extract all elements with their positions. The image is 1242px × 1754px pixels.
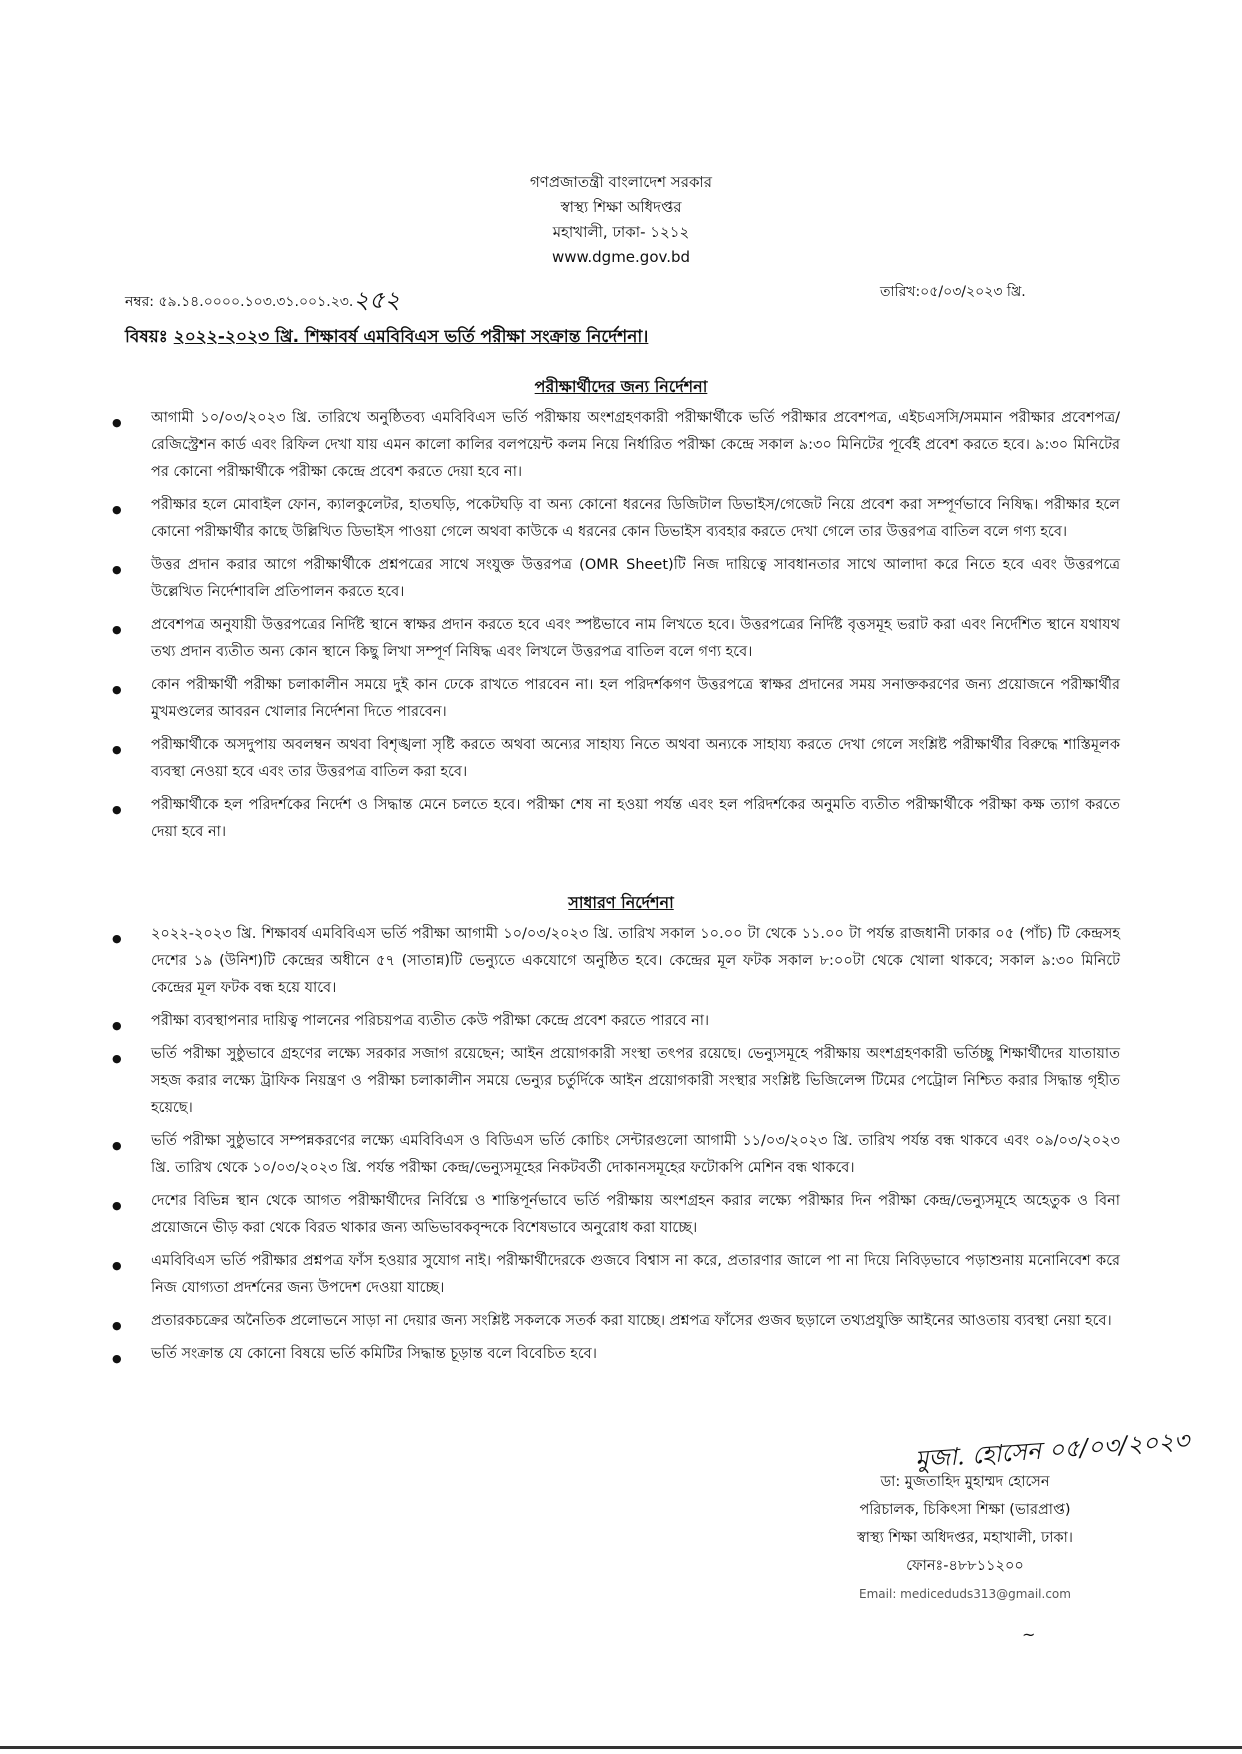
signatory-name: ডা: মুজতাহিদ মুহাম্মদ হোসেন bbox=[880, 1474, 1050, 1490]
handwritten-signature: মুজা. হোসেন ০৫/০৩/২০২৩ bbox=[914, 1426, 1191, 1474]
list-item: ● পরীক্ষা ব্যবস্থাপনার দায়িত্ব পালনের পরিচয়পত্র ব্যতীত কেউ পরীক্ষা কেন্দ্রে প্রবেশ করতে পারবে না। bbox=[110, 1008, 1120, 1035]
list-item: ● প্রতারকচক্রের অনৈতিক প্রলোভনে সাড়া না দেয়ার জন্য সংশ্লিষ্ট সকলকে সতর্ক করা যাচ্ছে। প্রশ্নপত্র ফাঁসের গুজব ছড়ালে তথ্যপ্রযুক্তি আইনের আওতায় ব্যবস্থা নেয়া হবে। bbox=[110, 1308, 1120, 1335]
list-item: ● দেশের বিভিন্ন স্থান থেকে আগত পরীক্ষার্থীদের নির্বিঘ্নে ও শান্তিপূর্নভাবে ভর্তি পরীক্ষায় অংশগ্রহন করার লক্ষ্যে পরীক্ষার দিন পরীক্ষা কেন্দ্র/ভেন্যুসমূহে অহেতুক ও বিনা প্রয়োজনে ভীড় করা থেকে বিরত থাকার জন্য অভিভাবকবৃন্দকে বিশেষভাবে অনুরোধ করা যাচ্ছে। bbox=[110, 1188, 1120, 1242]
candidate-instructions-list bbox=[110, 405, 1120, 852]
subject-text: ২০২২-২০২৩ খ্রি. শিক্ষাবর্ষ এমবিবিএস ভর্তি পরীক্ষা সংক্রান্ত নির্দেশনা। bbox=[173, 327, 649, 347]
list-item: ● ২০২২-২০২৩ খ্রি. শিক্ষাবর্ষ এমবিবিএস ভর্তি পরীক্ষা আগামী ১০/০৩/২০২৩ খ্রি. তারিখ সকাল ১০.০০ টা থেকে ১১.০০ টা পর্যন্ত রাজধানী ঢাকার ০৫ (পাঁচ) টি কেন্দ্রসহ দেশের ১৯ (উনিশ)টি কেন্দ্রের অধীনে ৫৭ (সাতান্ন)টি ভেন্যুতে একযোগে অনুষ্ঠিত হবে। কেন্দ্রের মূল ফটক সকাল ৮:০০টা থেকে খোলা থাকবে; সকাল ৯:৩০ মিনিটে কেন্দ্রের মূল ফটক বন্ধ হয়ে যাবে। bbox=[110, 921, 1120, 1002]
address: মহাখালী, ঢাকা- ১২১২ bbox=[552, 223, 690, 241]
government-name: গণপ্রজাতন্ত্রী বাংলাদেশ সরকার bbox=[529, 173, 713, 191]
section-title-candidates: পরীক্ষার্থীদের জন্য নির্দেশনা bbox=[534, 377, 708, 396]
signature-block bbox=[800, 1468, 1130, 1608]
memo-date: তারিখ:০৫/০৩/২০২৩ খ্রি. bbox=[880, 284, 1026, 300]
list-item: ● পরীক্ষার হলে মোবাইল ফোন, ক্যালকুলেটর, হাতঘড়ি, পকেটঘড়ি বা অন্য কোনো ধরনের ডিজিটাল ডিভাইস/গেজেট নিয়ে প্রবেশ করা সম্পূর্ণভাবে নিষিদ্ধ। পরীক্ষার হলে কোনো পরীক্ষার্থীর কাছে উল্লিখিত ডিভাইস পাওয়া গেলে অথবা কাউকে এ ধরনের কোন ডিভাইস ব্যবহার করতে দেখা গেলে তার উত্তরপত্র বাতিল বলে গণ্য হবে। bbox=[110, 492, 1120, 546]
signatory-email: Email: mediceduds313@gmail.com bbox=[859, 1587, 1071, 1601]
website: www.dgme.gov.bd bbox=[551, 248, 691, 266]
page-bottom-border bbox=[0, 1746, 1242, 1749]
signatory-phone: ফোনঃ-৪৮৮১১২০০ bbox=[906, 1558, 1024, 1574]
memo-number-label: নম্বর: ৫৯.১৪.০০০০.১০৩.৩১.০০১.২৩. bbox=[125, 294, 354, 310]
list-item: ● প্রবেশপত্র অনুযায়ী উত্তরপত্রের নির্দিষ্ট স্থানে স্বাক্ষর প্রদান করতে হবে এবং স্পষ্টভাবে নাম লিখতে হবে। উত্তরপত্রের নির্দিষ্ট বৃত্তসমূহ ভরাট করা এবং নির্দেশিত স্থানে যথাযথ তথ্য প্রদান ব্যতীত অন্য কোন স্থানে কিছু লিখা সম্পূর্ণ নিষিদ্ধ এবং লিখলে উত্তরপত্র বাতিল বলে গণ্য হবে। bbox=[110, 612, 1120, 666]
list-item: ● ভর্তি পরীক্ষা সুষ্ঠুভাবে গ্রহণের লক্ষ্যে সরকার সজাগ রয়েছেন; আইন প্রয়োগকারী সংস্থা তৎপর রয়েছে। ভেন্যুসমূহে পরীক্ষায় অংশগ্রহণকারী ভর্তিচ্ছু শিক্ষার্থীদের যাতায়াত সহজ করার লক্ষ্যে ট্রাফিক নিয়ন্ত্রণ ও পরীক্ষা চলাকালীন সময়ে ভেন্যুর চর্তুর্দিকে আইন প্রয়োগকারী সংস্থার সংশ্লিষ্ট ভিজিলেন্স টিমের পেট্রোল নিশ্চিত করার সিদ্ধান্ত গৃহীত হয়েছে। bbox=[110, 1041, 1120, 1122]
list-item: ● কোন পরীক্ষার্থী পরীক্ষা চলাকালীন সময়ে দুই কান ঢেকে রাখতে পারবেন না। হল পরিদর্শকগণ উত্তরপত্রে স্বাক্ষর প্রদানের সময় সনাক্তকরণের জন্য প্রয়োজনে পরীক্ষার্থীর মুখমণ্ডলের আবরন খোলার নির্দেশনা দিতে পারবেন। bbox=[110, 672, 1120, 726]
subject-label: বিষয়ঃ bbox=[125, 327, 174, 347]
memo-number-handwritten: ২৫২ bbox=[353, 286, 401, 314]
list-item: ● পরীক্ষার্থীকে হল পরিদর্শকের নির্দেশ ও সিদ্ধান্ত মেনে চলতে হবে। পরীক্ষা শেষ না হওয়া পর্যন্ত এবং হল পরিদর্শকের অনুমতি ব্যতীত পরীক্ষার্থীকে পরীক্ষা কক্ষ ত্যাগ করতে দেয়া হবে না। bbox=[110, 792, 1120, 846]
general-instructions-list bbox=[110, 921, 1120, 1374]
memo-number bbox=[125, 280, 400, 320]
list-item: ● ভর্তি সংক্রান্ত যে কোনো বিষয়ে ভর্তি কমিটির সিদ্ধান্ত চূড়ান্ত বলে বিবেচিত হবে। bbox=[110, 1341, 1120, 1368]
signatory-office: স্বাস্থ্য শিক্ষা অধিদপ্তর, মহাখালী, ঢাকা। bbox=[856, 1530, 1073, 1546]
subject-line bbox=[125, 324, 648, 352]
list-item: ● ভর্তি পরীক্ষা সুষ্ঠুভাবে সম্পন্নকরণের লক্ষ্যে এমবিবিএস ও বিডিএস ভর্তি কোচিং সেন্টারগুলো আগামী ১১/০৩/২০২৩ খ্রি. তারিখ পর্যন্ত বন্ধ থাকবে এবং ০৯/০৩/২০২৩ খ্রি. তারিখ থেকে ১০/০৩/২০২৩ খ্রি. পর্যন্ত পরীক্ষা কেন্দ্র/ভেন্যুসমূহের নিকটবর্তী দোকানসমূহের ফটোকপি মেশিন বন্ধ থাকবে। bbox=[110, 1128, 1120, 1182]
stray-pen-mark: ~ bbox=[1022, 1625, 1036, 1644]
list-item: ● এমবিবিএস ভর্তি পরীক্ষার প্রশ্নপত্র ফাঁস হওয়ার সুযোগ নাই। পরীক্ষার্থীদেরকে গুজবে বিশ্বাস না করে, প্রতারণার জালে পা না দিয়ে নিবিড়ভাবে পড়াশুনায় মনোনিবেশ করে নিজ যোগ্যতা প্রদর্শনের জন্য উপদেশ দেওয়া যাচ্ছে। bbox=[110, 1248, 1120, 1302]
letterhead bbox=[0, 170, 1242, 270]
list-item: ● উত্তর প্রদান করার আগে পরীক্ষার্থীকে প্রশ্নপত্রের সাথে সংযুক্ত উত্তরপত্র (OMR Sheet)টি নিজ দায়িত্বে সাবধানতার সাথে আলাদা করে নিতে হবে এবং উত্তরপত্রে উল্লেখিত নির্দেশাবলি প্রতিপালন করতে হবে। bbox=[110, 552, 1120, 606]
section-title-general: সাধারণ নির্দেশনা bbox=[568, 893, 674, 912]
signatory-designation: পরিচালক, চিকিৎসা শিক্ষা (ভারপ্রাপ্ত) bbox=[859, 1502, 1071, 1518]
list-item: ● আগামী ১০/০৩/২০২৩ খ্রি. তারিখে অনুষ্ঠিতব্য এমবিবিএস ভর্তি পরীক্ষায় অংশগ্রহণকারী পরীক্ষার্থীকে ভর্তি পরীক্ষার প্রবেশপত্র, এইচএসসি/সমমান পরীক্ষার প্রবেশপত্র/রেজিস্ট্রেশন কার্ড এবং রিফিল দেখা যায় এমন কালো কালির বলপয়েন্ট কলম নিয়ে নির্ধারিত পরীক্ষা কেন্দ্রে সকাল ৯:৩০ মিনিটের পূর্বেই প্রবেশ করতে হবে। ৯:৩০ মিনিটের পর কোনো পরীক্ষার্থীকে পরীক্ষা কেন্দ্রে প্রবেশ করতে দেয়া হবে না। bbox=[110, 405, 1120, 486]
list-item: ● পরীক্ষার্থীকে অসদুপায় অবলম্বন অথবা বিশৃঙ্খলা সৃষ্টি করতে অথবা অন্যের সাহায্য নিতে অথবা অন্যকে সাহায্য করতে দেখা গেলে সংশ্লিষ্ট পরীক্ষার্থীর বিরুদ্ধে শাস্তিমূলক ব্যবস্থা নেওয়া হবে এবং তার উত্তরপত্র বাতিল করা হবে। bbox=[110, 732, 1120, 786]
department-name: স্বাস্থ্য শিক্ষা অধিদপ্তর bbox=[560, 198, 682, 216]
